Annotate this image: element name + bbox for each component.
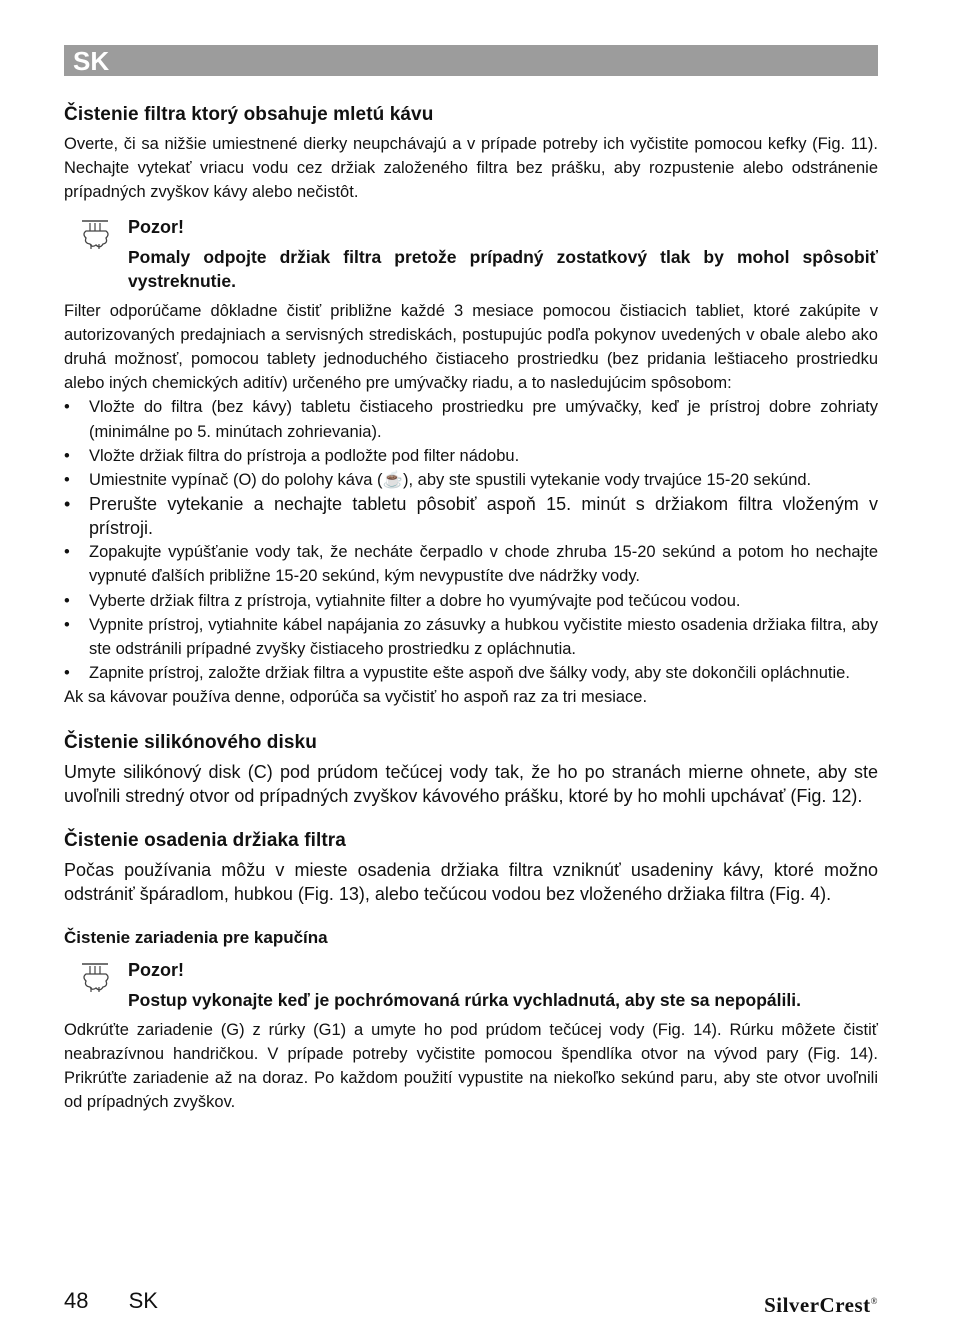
brand-logo bbox=[764, 1293, 878, 1318]
section-title-filter-holder: Čistenie osadenia držiaka filtra bbox=[64, 829, 346, 851]
silicone-disk-paragraph: Umyte silikónový disk (C) pod prúdom tečúcej vody tak, že ho po stranách mierne ohnete, aby ste uvoľnili stredný otvor od prípadných zvyškov kávového prášku, ktoré by ho mohli upchávať (Fig. 12). bbox=[64, 761, 878, 806]
list-item: • Zopakujte vypúšťanie vody tak, že necháte čerpadlo v chode zhruba 15-20 sekúnd a potom ho nechajte vypnuté ďalších približne 15-20 sekúnd, kým nevypustíte dve nádržky vody. bbox=[64, 540, 878, 588]
page-content bbox=[64, 104, 878, 1114]
page-footer bbox=[64, 1288, 158, 1314]
section-title-silicone-disk: Čistenie silikónového disku bbox=[64, 731, 317, 753]
cappuccino-paragraph: Odkrúťte zariadenie (G) z rúrky (G1) a umyte ho pod prúdom tečúcej vody (Fig. 14). Rúrku môžete čistiť neabrazívnou handričkou. V prípade potreby vyčistite pomocou špendlíka otvor na vývod pary (Fig. 14). Prikrúťte zariadenie až na doraz. Po každom použití vypustite na niekoľko sekúnd paru, aby ste otvor uvoľnili od prípadných zvyškov. bbox=[64, 1020, 878, 1112]
section-title-filter: Čistenie filtra ktorý obsahuje mletú kávu bbox=[64, 104, 434, 125]
warning-hand-icon bbox=[78, 217, 112, 251]
language-code: SK bbox=[73, 46, 110, 76]
brand-name: SilverCrest bbox=[764, 1293, 871, 1317]
filter-intro-paragraph: Overte, či sa nižšie umiestnené dierky neupchávajú a v prípade potreby ich vyčistite pomocou kefky (Fig. 11). Nechajte vytekať vriacu vodu cez držiak založeného filtra bez prášku, aby rozpustenie alebo odstránenie prípadných zvyškov kávy alebo nečistôt. bbox=[64, 135, 878, 202]
warning-block-1 bbox=[64, 215, 878, 293]
warning-title-2: Pozor! bbox=[128, 959, 184, 980]
filter-cleaning-paragraph: Filter odporúčame dôkladne čistiť približne každé 3 mesiace pomocou čistiacich tabliet, ktoré zakúpite v autorizovaných predajniach a servisných strediskách, postupujúc podľa pokynov uvedených v obale alebo ako druhá možnosť, pomocou tablety jednoduchého čistiaceho prostriedku (bez pridania leštiaceho prostriedku alebo iných chemických aditív) určeného pre umývačky riadu, a to nasledujúcim spôsobom: bbox=[64, 301, 878, 393]
list-item: • Vypnite prístroj, vytiahnite kábel napájania zo zásuvky a hubkou vyčistite miesto osadenia držiaka filtra, aby ste odstránili prípadné zvyšky čistiaceho prostriedku z opláchnutia. bbox=[64, 613, 878, 661]
warning-hand-icon bbox=[78, 960, 112, 994]
list-item: • Vyberte držiak filtra z prístroja, vytiahnite filter a dobre ho vyumývajte pod tečúcou vodou. bbox=[64, 589, 878, 613]
warning-text-1: Pomaly odpojte držiak filtra pretože prípadný zostatkový tlak by mohol spôsobiť vystreknutie. bbox=[128, 246, 878, 291]
warning-title-1: Pozor! bbox=[128, 216, 184, 237]
registered-mark: ® bbox=[870, 1296, 878, 1306]
list-item: • Vložte držiak filtra do prístroja a podložte pod filter nádobu. bbox=[64, 444, 878, 468]
footer-language: SK bbox=[128, 1288, 158, 1313]
list-item: • Zapnite prístroj, založte držiak filtra a vypustite ešte aspoň dve šálky vody, aby ste dokončili opláchnutie. bbox=[64, 661, 878, 685]
list-item: • Vložte do filtra (bez kávy) tabletu čistiaceho prostriedku pre umývačky, keď je prístroj dobre zohriaty (minimálne po 5. minútach zohrievania). bbox=[64, 395, 878, 443]
list-item: • Umiestnite vypínač (O) do polohy káva (☕), aby ste spustili vytekanie vody trvajúce 15-20 sekúnd. bbox=[64, 468, 878, 492]
warning-block-2 bbox=[64, 958, 878, 1012]
cleaning-steps-list bbox=[64, 395, 878, 685]
language-header-bar bbox=[64, 45, 878, 76]
section-title-cappuccino: Čistenie zariadenia pre kapučína bbox=[64, 927, 328, 947]
warning-text-2: Postup vykonajte keď je pochrómovaná rúrka vychladnutá, aby ste sa nepopálili. bbox=[128, 989, 801, 1010]
closing-note: Ak sa kávovar používa denne, odporúča sa vyčistiť ho aspoň raz za tri mesiace. bbox=[64, 688, 648, 707]
filter-holder-paragraph: Počas používania môžu v mieste osadenia držiaka filtra vzniknúť usadeniny kávy, ktoré možno odstrániť špáradlom, hubkou (Fig. 13), alebo tečúcou vodou bez vloženého držiaka filtra (Fig. 4). bbox=[64, 859, 878, 904]
page-number: 48 bbox=[64, 1288, 89, 1313]
list-item: • Prerušte vytekanie a nechajte tabletu pôsobiť aspoň 15. minút s držiakom filtra vloženým v prístroji. bbox=[64, 492, 878, 540]
